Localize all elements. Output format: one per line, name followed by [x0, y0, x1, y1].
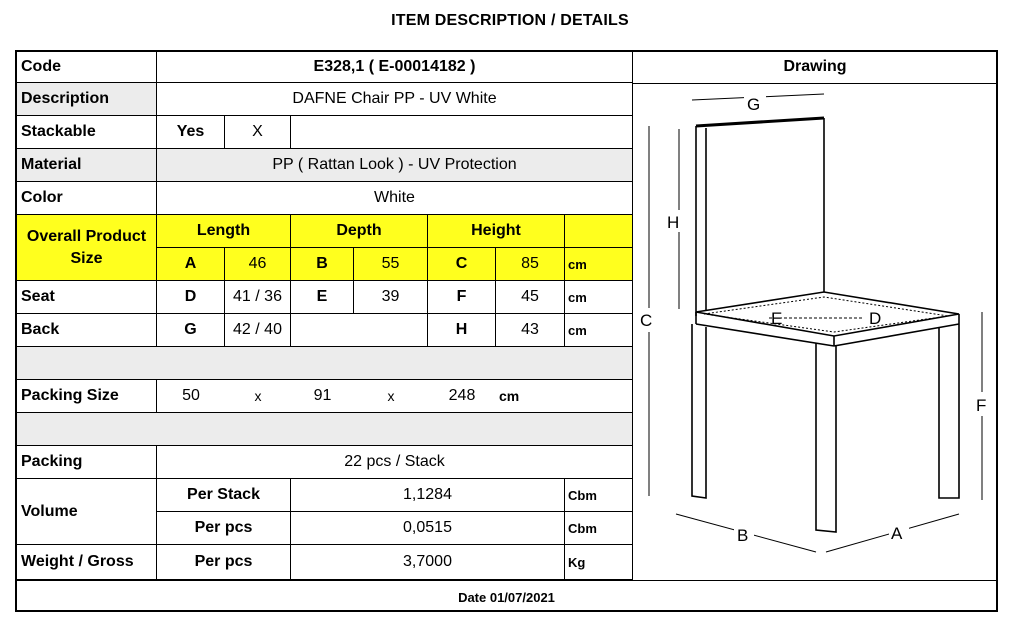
- volume-label: Volume: [17, 479, 157, 545]
- d-letter: D: [157, 281, 225, 314]
- stackable-empty: [291, 116, 633, 149]
- back-label: Back: [17, 314, 157, 347]
- spacer-row-2: [17, 413, 633, 446]
- packing-depth: 91: [291, 380, 354, 413]
- h-letter: H: [428, 314, 496, 347]
- length-header: Length: [157, 215, 291, 248]
- per-stack-unit: Cbm: [565, 479, 633, 512]
- seat-unit: cm: [565, 281, 633, 314]
- weight-unit: Kg: [565, 545, 633, 580]
- b-value: 55: [354, 248, 428, 281]
- packing-size-label: Packing Size: [17, 380, 157, 413]
- dim-label-f: F: [976, 396, 987, 415]
- back-empty: [291, 314, 428, 347]
- overall-unit: cm: [565, 248, 633, 281]
- a-value: 46: [225, 248, 291, 281]
- weight-per-pcs-label: Per pcs: [157, 545, 291, 580]
- color-label: Color: [17, 182, 157, 215]
- d-value: 41 / 36: [225, 281, 291, 314]
- code-label: Code: [17, 52, 157, 83]
- packing-x1: x: [225, 380, 291, 413]
- back-unit: cm: [565, 314, 633, 347]
- dim-label-h: H: [667, 213, 680, 232]
- description-label: Description: [17, 83, 157, 116]
- color-value: White: [157, 182, 633, 215]
- c-value: 85: [496, 248, 565, 281]
- dim-label-c: C: [640, 311, 653, 330]
- volume-per-pcs-unit: Cbm: [565, 512, 633, 545]
- dim-label-g: G: [747, 95, 761, 114]
- stackable-yes: Yes: [157, 116, 225, 149]
- overall-size-label: Overall Product Size: [17, 215, 157, 281]
- e-letter: E: [291, 281, 354, 314]
- e-value: 39: [354, 281, 428, 314]
- packing-width: 50: [157, 380, 225, 413]
- seat-label: Seat: [17, 281, 157, 314]
- per-stack-label: Per Stack: [157, 479, 291, 512]
- a-letter: A: [157, 248, 225, 281]
- weight-label: Weight / Gross: [17, 545, 157, 580]
- code-value: E328,1 ( E-00014182 ): [157, 52, 633, 83]
- volume-per-pcs-label: Per pcs: [157, 512, 291, 545]
- page-title: ITEM DESCRIPTION / DETAILS: [391, 12, 629, 29]
- volume-per-pcs-value: 0,0515: [291, 512, 565, 545]
- height-header: Height: [428, 215, 565, 248]
- material-value: PP ( Rattan Look ) - UV Protection: [157, 149, 633, 182]
- description-value: DAFNE Chair PP - UV White: [157, 83, 633, 116]
- packing-label: Packing: [17, 446, 157, 479]
- dim-label-b: B: [737, 526, 749, 545]
- dim-label-e: E: [771, 309, 783, 328]
- packing-unit: cm: [496, 380, 633, 413]
- packing-height: 248: [428, 380, 496, 413]
- g-value: 42 / 40: [225, 314, 291, 347]
- stackable-label: Stackable: [17, 116, 157, 149]
- drawing-header: Drawing: [632, 50, 998, 84]
- chair-drawing: [634, 84, 996, 578]
- spacer-row-1: [17, 347, 633, 380]
- date-footer: Date 01/07/2021: [15, 580, 998, 613]
- overall-unit-empty: [565, 215, 633, 248]
- weight-per-pcs-value: 3,7000: [291, 545, 565, 580]
- stackable-mark: X: [225, 116, 291, 149]
- c-letter: C: [428, 248, 496, 281]
- f-letter: F: [428, 281, 496, 314]
- b-letter: B: [291, 248, 354, 281]
- material-label: Material: [17, 149, 157, 182]
- per-stack-value: 1,1284: [291, 479, 565, 512]
- f-value: 45: [496, 281, 565, 314]
- packing-value: 22 pcs / Stack: [157, 446, 633, 479]
- g-letter: G: [157, 314, 225, 347]
- dim-label-d: D: [869, 309, 882, 328]
- depth-header: Depth: [291, 215, 428, 248]
- dim-label-a: A: [891, 524, 903, 543]
- h-value: 43: [496, 314, 565, 347]
- packing-x2: x: [354, 380, 428, 413]
